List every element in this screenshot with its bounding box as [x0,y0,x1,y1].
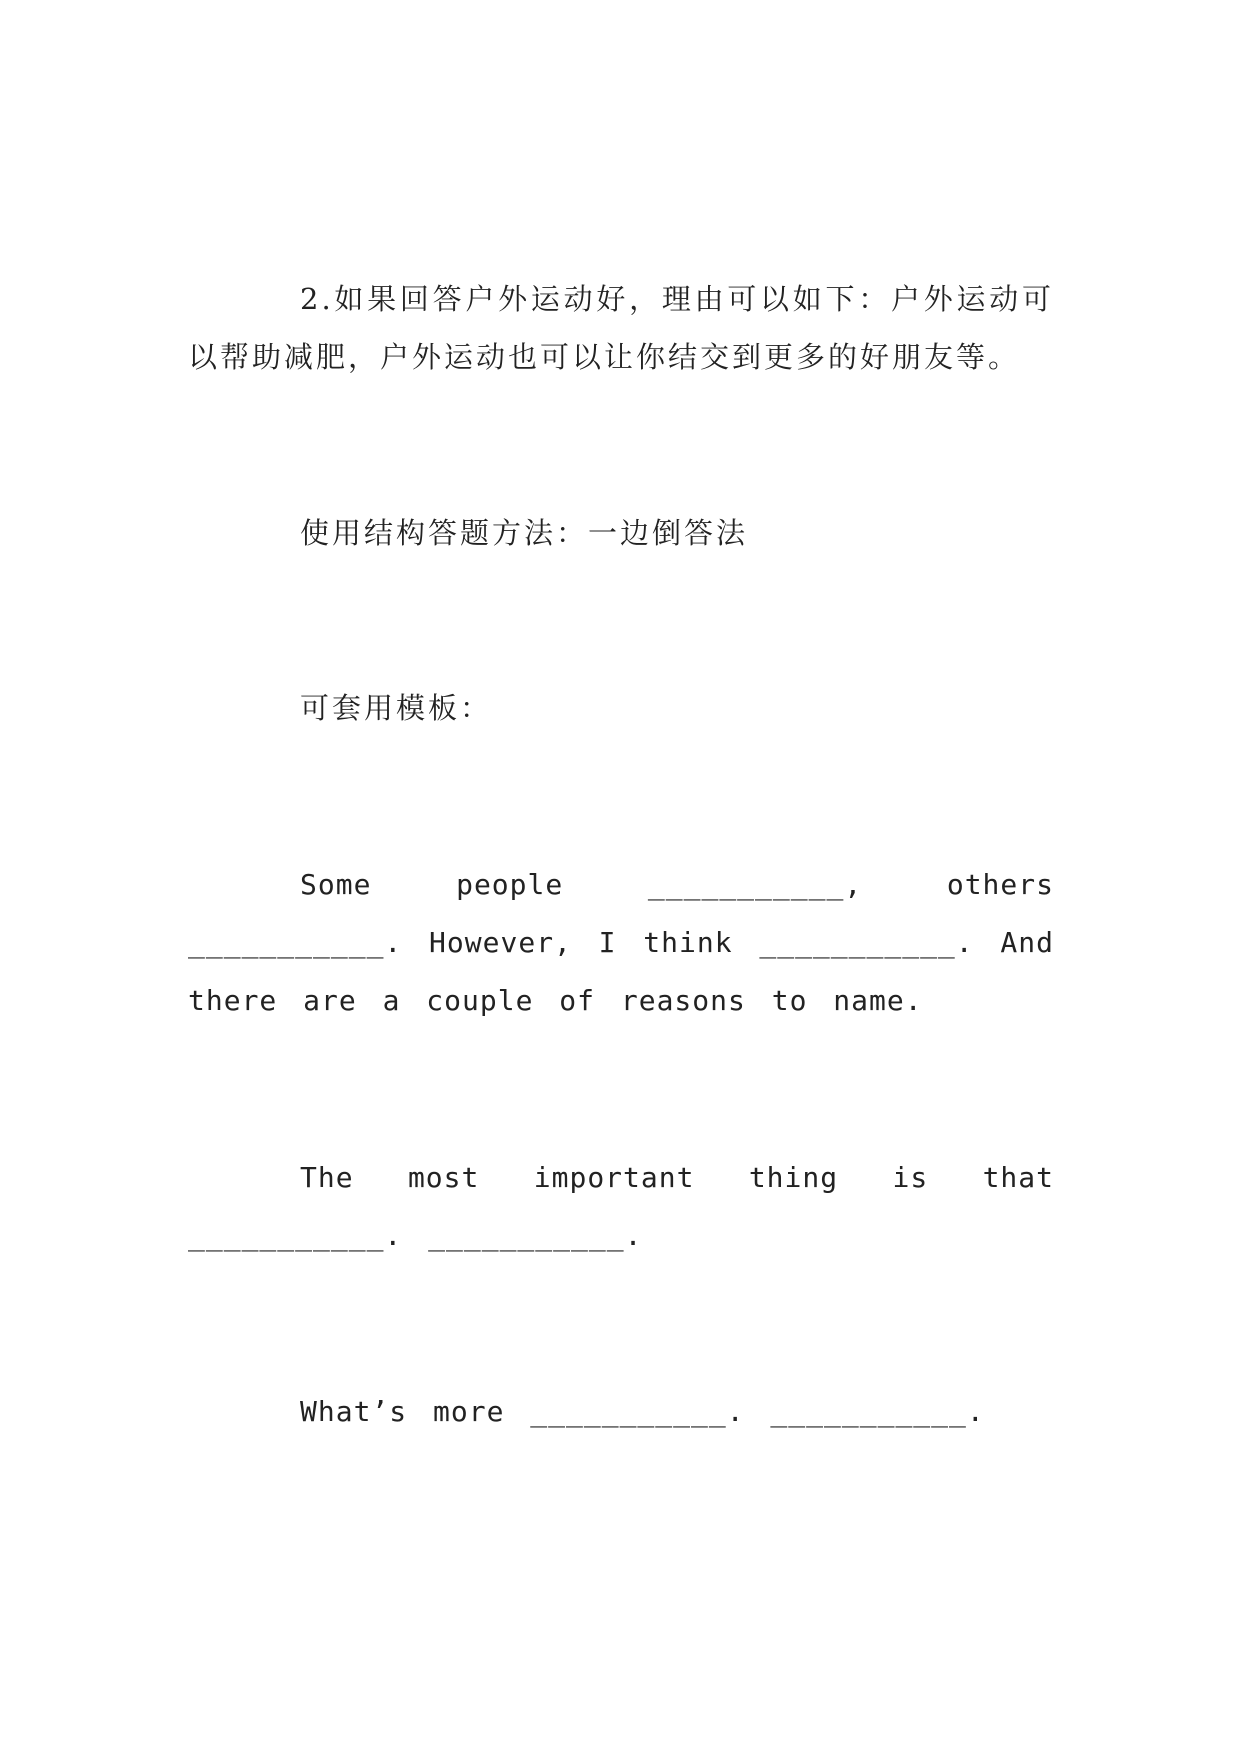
paragraph-text: The most important thing is that ___________. ___________. [188,1161,1054,1252]
paragraph-text: What’s more ___________. ___________. [300,1395,985,1428]
paragraph-template-point-1 [188,1149,1054,1265]
paragraph-text: 使用结构答题方法：一边倒答法 [300,516,749,550]
paragraph-template-intro [188,856,1054,1030]
paragraph-outdoor-reasons [188,270,1054,386]
paragraph-template-label [188,679,1054,737]
paragraph-template-point-2 [188,1383,1054,1441]
paragraph-text: Some people ___________, others ___________. However, I think ___________. And there are a couple of reasons to name. [188,868,1054,1017]
paragraph-text: 可套用模板： [300,691,493,725]
paragraph-text: 2.如果回答户外运动好，理由可以如下：户外运动可以帮助减肥，户外运动也可以让你结交到更多的好朋友等。 [188,282,1054,374]
paragraph-answer-method [188,504,1054,562]
